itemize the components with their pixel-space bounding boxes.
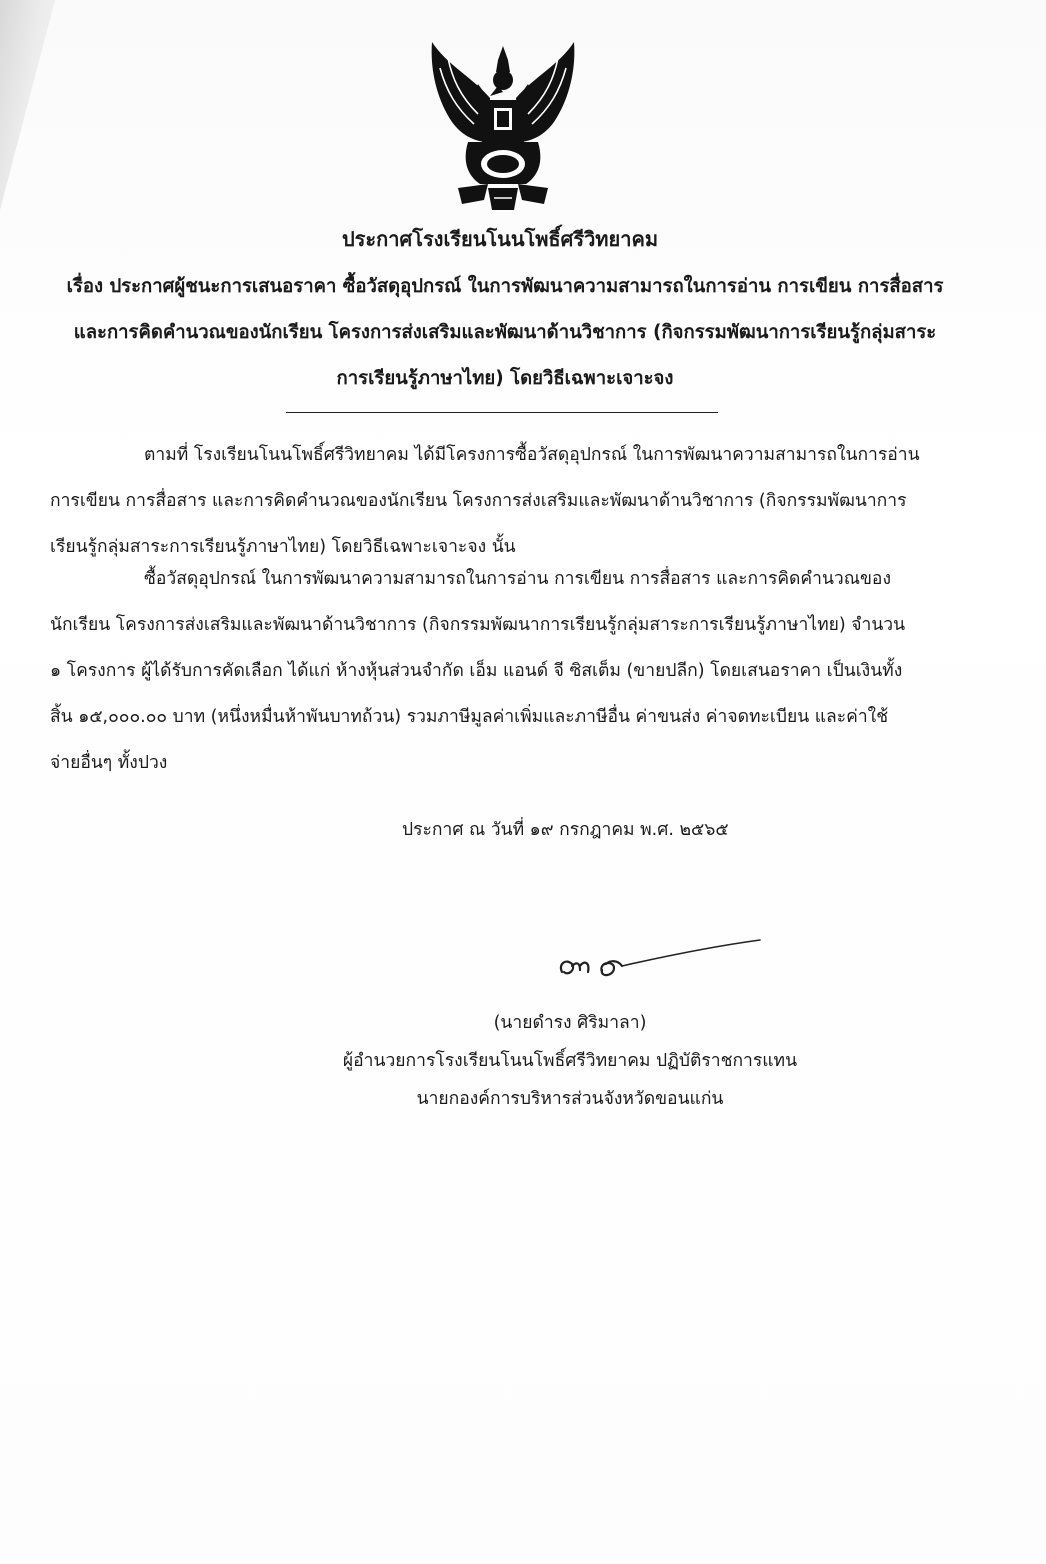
paragraph-line: เรียนรู้กลุ่มสาระการเรียนรู้ภาษาไทย) โดยวิธีเฉพาะเจาะจง นั้น — [50, 537, 516, 557]
paragraph-background — [50, 432, 950, 570]
subject-line: และการคิดคำนวณของนักเรียน โครงการส่งเสริมและพัฒนาด้านวิชาการ (กิจกรรมพัฒนาการเรียนรู้กลุ่มสาระ — [73, 322, 937, 343]
signature-block — [300, 1004, 840, 1118]
subject-line: เรื่อง ประกาศผู้ชนะการเสนอราคา ซื้อวัสดุอุปกรณ์ ในการพัฒนาความสามารถในการอ่าน การเขียน การสื่อสาร — [66, 276, 944, 297]
garuda-emblem-icon — [418, 38, 588, 218]
signer-on-behalf: นายกองค์การบริหารส่วนจังหวัดขอนแก่น — [416, 1089, 724, 1109]
signer-name: (นายดำรง ศิริมาลา) — [493, 1013, 647, 1033]
paragraph-line: จ่ายอื่นๆ ทั้งปวง — [50, 753, 168, 773]
handwritten-signature — [556, 936, 766, 986]
announcement-title: ประกาศโรงเรียนโนนโพธิ์ศรีวิทยาคม — [341, 227, 658, 251]
paragraph-line: ซื้อวัสดุอุปกรณ์ ในการพัฒนาความสามารถในการอ่าน การเขียน การสื่อสาร และการคิดคำนวณของ — [144, 569, 891, 589]
paragraph-line: การเขียน การสื่อสาร และการคิดคำนวณของนักเรียน โครงการส่งเสริมและพัฒนาด้านวิชาการ (กิจกรรมพัฒนาการ — [50, 491, 907, 511]
announcement-date: ประกาศ ณ วันที่ ๑๙ กรกฎาคม พ.ศ. ๒๕๖๕ — [402, 820, 729, 840]
announcement-subject — [30, 264, 980, 402]
scanned-page-edge — [0, 0, 70, 220]
paragraph-award — [50, 556, 950, 786]
paragraph-line: ๑ โครงการ ผู้ได้รับการคัดเลือก ได้แก่ ห้างหุ้นส่วนจำกัด เอ็ม แอนด์ จี ซิสเต็ม (ขายปลีก) โดยเสนอราคา เป็นเงินทั้ง — [50, 661, 903, 681]
signer-position: ผู้อำนวยการโรงเรียนโนนโพธิ์ศรีวิทยาคม ปฏิบัติราชการแทน — [342, 1051, 798, 1071]
divider-line — [286, 412, 718, 413]
paragraph-line: ตามที่ โรงเรียนโนนโพธิ์ศรีวิทยาคม ได้มีโครงการซื้อวัสดุอุปกรณ์ ในการพัฒนาความสามารถในการอ่าน — [144, 445, 920, 465]
subject-line: การเรียนรู้ภาษาไทย) โดยวิธีเฉพาะเจาะจง — [336, 368, 674, 389]
paragraph-line: นักเรียน โครงการส่งเสริมและพัฒนาด้านวิชาการ (กิจกรรมพัฒนาการเรียนรู้กลุ่มสาระการเรียนรู้ภาษาไทย) จำนวน — [50, 615, 906, 635]
paragraph-line: สิ้น ๑๕,๐๐๐.๐๐ บาท (หนึ่งหมื่นห้าพันบาทถ้วน) รวมภาษีมูลค่าเพิ่มและภาษีอื่น ค่าขนส่ง ค่าจดทะเบียน และค่าใช้ — [50, 707, 889, 727]
